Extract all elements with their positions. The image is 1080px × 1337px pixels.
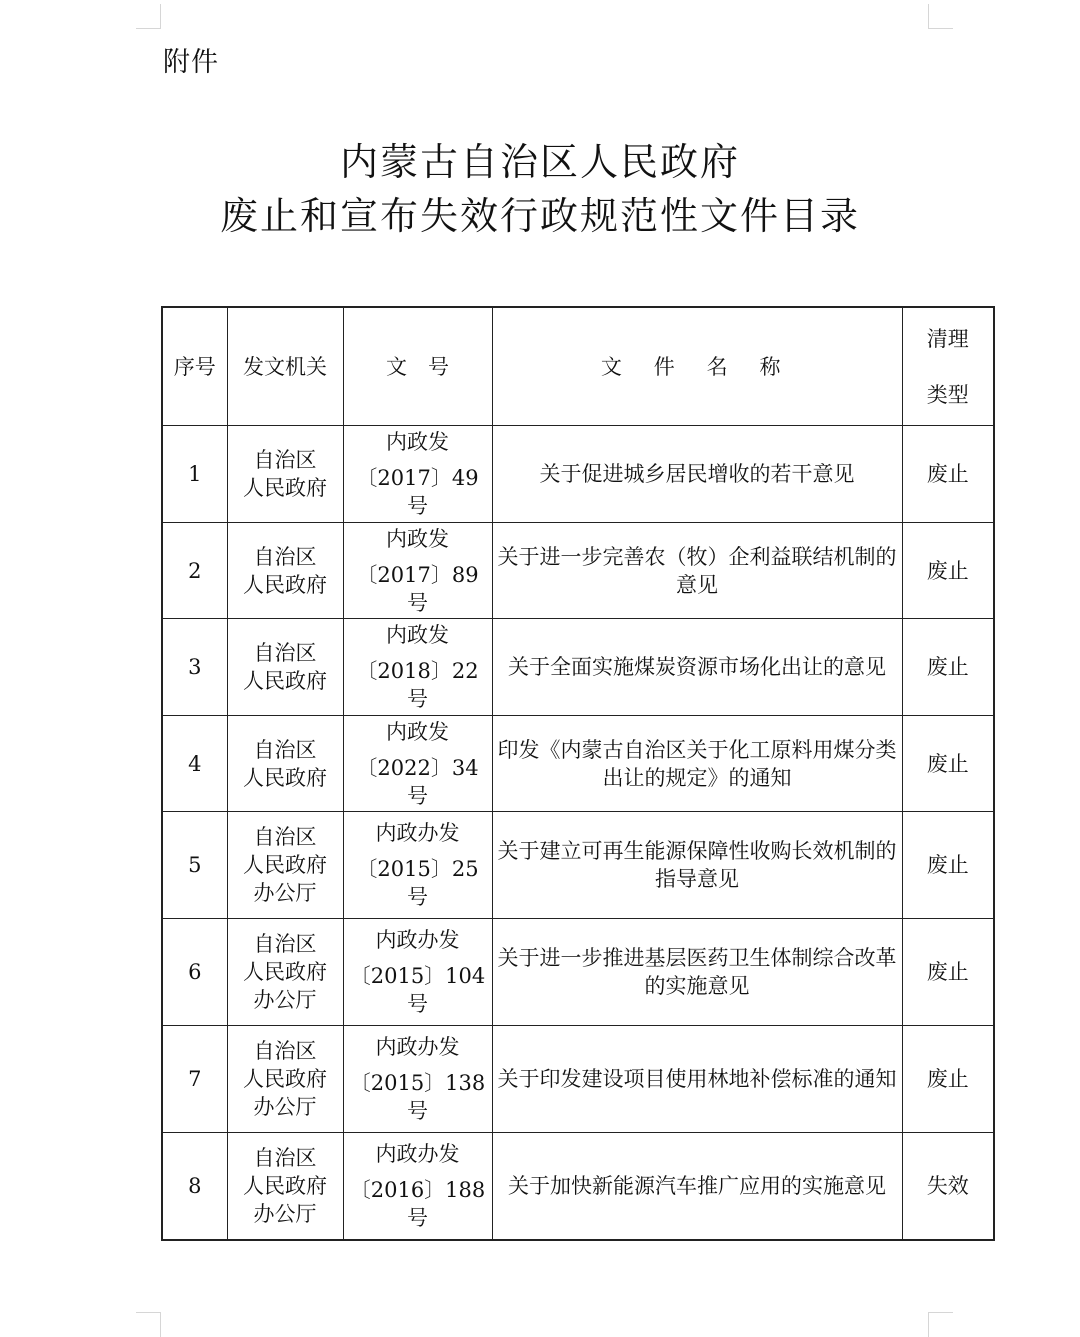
row-issuer-line-2: 人民政府 — [243, 476, 327, 500]
row-issuer-line-1: 自治区 — [253, 641, 317, 665]
row-clean-type: 废止 — [902, 426, 994, 523]
header-seq: 序号 — [162, 307, 227, 426]
table-row — [162, 426, 994, 523]
row-doc-no-line-2: 〔2015〕104 号 — [349, 964, 486, 1016]
header-clean-type — [902, 307, 994, 426]
row-issuer-line-1: 自治区 — [253, 737, 317, 762]
row-clean-type: 废止 — [902, 919, 994, 1026]
row-doc-no — [343, 812, 492, 919]
row-doc-no-line-1: 内政办发 — [375, 1035, 460, 1059]
row-doc-no-line-1: 内政发 — [386, 430, 449, 454]
row-issuer-line-2: 人民政府 — [243, 765, 327, 790]
table-row — [162, 919, 994, 1026]
row-doc-no — [343, 919, 492, 1026]
row-doc-no-line-1: 内政发 — [386, 623, 449, 647]
row-doc-name: 印发《内蒙古自治区关于化工原料用煤分类出让的规定》的通知 — [492, 716, 902, 812]
row-doc-name: 关于建立可再生能源保障性收购长效机制的指导意见 — [492, 812, 902, 919]
row-doc-no-line-1: 内政发 — [386, 719, 449, 744]
row-issuer-line-1: 自治区 — [253, 448, 317, 472]
row-doc-no — [343, 1133, 492, 1240]
row-seq: 3 — [162, 619, 227, 716]
row-issuer-line-3: 办公厅 — [253, 881, 317, 905]
row-doc-name: 关于加快新能源汽车推广应用的实施意见 — [492, 1133, 902, 1240]
row-seq: 7 — [162, 1026, 227, 1133]
header-doc-name: 文 件 名 称 — [492, 307, 902, 426]
row-issuer-line-2: 人民政府 — [243, 853, 327, 877]
row-clean-type: 废止 — [902, 812, 994, 919]
row-issuer-line-2: 人民政府 — [243, 1173, 327, 1198]
row-issuer — [227, 716, 343, 812]
table-row — [162, 716, 994, 812]
row-clean-type: 废止 — [902, 716, 994, 812]
row-doc-no — [343, 619, 492, 716]
row-doc-no — [343, 523, 492, 619]
row-clean-type: 废止 — [902, 523, 994, 619]
row-doc-no-line-2: 〔2022〕34 号 — [356, 755, 479, 808]
table-row — [162, 523, 994, 619]
row-issuer — [227, 1133, 343, 1240]
row-issuer — [227, 919, 343, 1026]
header-clean-type-line-1: 清理 — [926, 326, 969, 351]
row-seq: 6 — [162, 919, 227, 1026]
row-clean-type: 废止 — [902, 619, 994, 716]
table-row — [162, 812, 994, 919]
row-issuer-line-1: 自治区 — [253, 544, 317, 569]
row-issuer-line-2: 人民政府 — [243, 669, 327, 693]
document-title-line-1: 内蒙古自治区人民政府 — [339, 140, 740, 184]
header-doc-no: 文 号 — [343, 307, 492, 426]
table-row — [162, 1133, 994, 1240]
row-doc-no-line-2: 〔2016〕188 号 — [349, 1177, 486, 1230]
row-doc-no — [343, 716, 492, 812]
row-doc-name: 关于进一步推进基层医药卫生体制综合改革的实施意见 — [492, 919, 902, 1026]
row-seq: 2 — [162, 523, 227, 619]
row-issuer — [227, 1026, 343, 1133]
row-clean-type: 失效 — [902, 1133, 994, 1240]
row-issuer — [227, 619, 343, 716]
row-issuer-line-3: 办公厅 — [253, 988, 317, 1012]
row-doc-name: 关于印发建设项目使用林地补偿标准的通知 — [492, 1026, 902, 1133]
crop-mark-bottom-right — [928, 1312, 953, 1337]
row-clean-type: 废止 — [902, 1026, 994, 1133]
row-doc-no-line-2: 〔2015〕25 号 — [356, 857, 479, 909]
row-issuer-line-1: 自治区 — [253, 1039, 317, 1063]
table-header-row — [162, 307, 994, 426]
header-clean-type-line-2: 类型 — [926, 382, 969, 407]
row-doc-name: 关于促进城乡居民增收的若干意见 — [492, 426, 902, 523]
row-issuer-line-2: 人民政府 — [243, 1067, 327, 1091]
header-issuer: 发文机关 — [227, 307, 343, 426]
row-issuer-line-1: 自治区 — [253, 1145, 317, 1170]
row-seq: 1 — [162, 426, 227, 523]
row-doc-no — [343, 426, 492, 523]
row-issuer-line-1: 自治区 — [253, 932, 317, 956]
row-doc-no-line-2: 〔2017〕49 号 — [356, 466, 479, 518]
row-issuer-line-3: 办公厅 — [253, 1201, 317, 1226]
row-seq: 5 — [162, 812, 227, 919]
row-issuer-line-2: 人民政府 — [243, 960, 327, 984]
row-doc-no-line-1: 内政办发 — [375, 821, 460, 845]
row-doc-no-line-2: 〔2018〕22 号 — [356, 659, 479, 711]
table-row — [162, 1026, 994, 1133]
row-doc-no-line-2: 〔2017〕89 号 — [356, 562, 479, 615]
document-title-line-2: 废止和宣布失效行政规范性文件目录 — [219, 194, 860, 238]
row-issuer — [227, 812, 343, 919]
row-seq: 4 — [162, 716, 227, 812]
row-doc-no-line-2: 〔2015〕138 号 — [349, 1071, 486, 1123]
crop-mark-top-left — [136, 4, 161, 29]
row-issuer-line-2: 人民政府 — [243, 572, 327, 597]
row-seq: 8 — [162, 1133, 227, 1240]
row-doc-no — [343, 1026, 492, 1133]
row-doc-no-line-1: 内政发 — [386, 526, 449, 551]
row-issuer-line-3: 办公厅 — [253, 1095, 317, 1119]
crop-mark-top-right — [928, 4, 953, 29]
row-issuer — [227, 523, 343, 619]
row-doc-no-line-1: 内政办发 — [375, 1141, 460, 1166]
attachment-label: 附件 — [163, 47, 219, 78]
row-doc-name: 关于进一步完善农（牧）企利益联结机制的意见 — [492, 523, 902, 619]
row-issuer — [227, 426, 343, 523]
row-issuer-line-1: 自治区 — [253, 825, 317, 849]
document-catalog-table — [161, 306, 995, 1241]
row-doc-no-line-1: 内政办发 — [375, 928, 460, 952]
table-row — [162, 619, 994, 716]
crop-mark-bottom-left — [136, 1312, 161, 1337]
row-doc-name: 关于全面实施煤炭资源市场化出让的意见 — [492, 619, 902, 716]
